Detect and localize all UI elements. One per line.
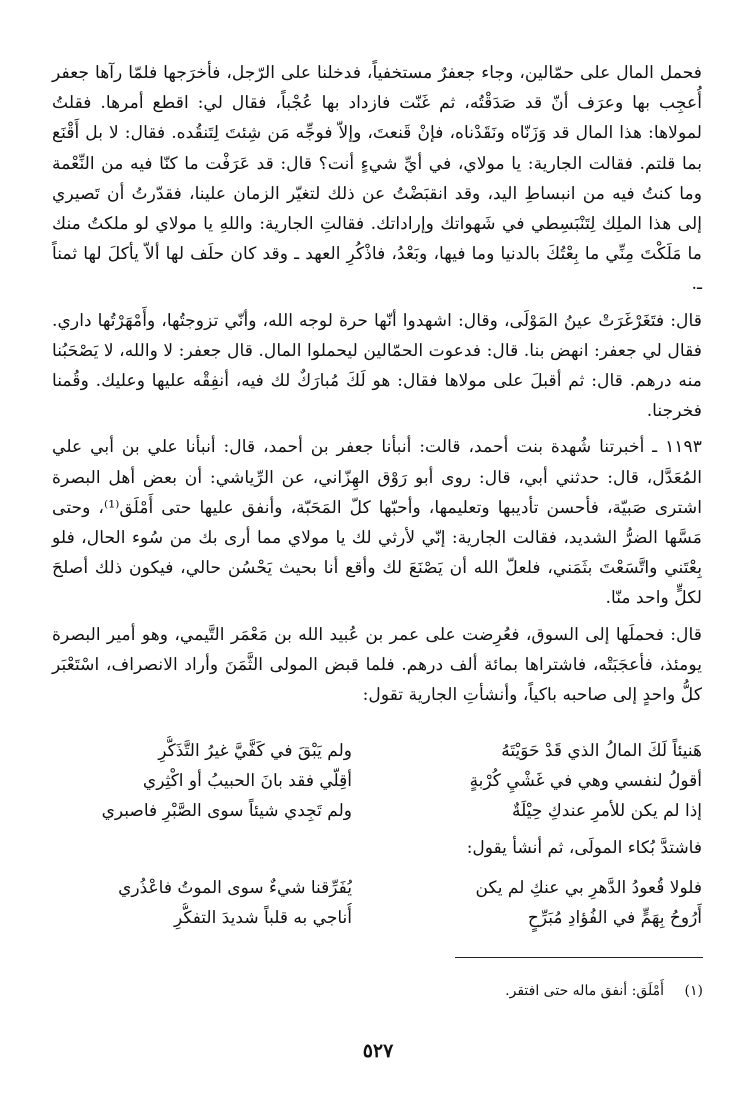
verse-second-hemistich: أُناجي به قلباً شديدَ التفكُّرِ xyxy=(173,908,352,928)
poem-2 xyxy=(52,873,702,933)
footnote-number: (١) xyxy=(684,983,703,999)
page-number: ٥٢٧ xyxy=(362,1040,394,1062)
verse-line xyxy=(52,873,702,903)
verse-line xyxy=(52,796,702,826)
verse-first-hemistich: هَنيئاً لَكَ المالُ الذي قَدْ حَوَيْتَهُ xyxy=(501,741,702,761)
verse-first-hemistich: أَرُوحُ بِهَمٍّ في الفُؤادِ مُبَرِّحٍ xyxy=(527,908,702,928)
footnote-text: أَمْلَق: أنفق ماله حتى افتقر. xyxy=(505,983,665,999)
paragraph-4: قال: فحملَها إلى السوق، فعُرِضت على عمر بن عُبيد الله بن مَعْمَر التَّيمي، وهو أمير البصرة يومئذ، فأعجَبَتْه، فاشتراها بمائة ألف درهم. فلما قبض المولى الثَّمَنَ وأراد الانصراف، اسْتَعْبَر كلُّ واحدٍ إلى صاحبه باكياً، وأنشأتِ الجارية تقول: xyxy=(52,624,702,706)
main-text xyxy=(52,58,702,716)
verse-second-hemistich: يُفَرِّقنا شيءٌ سوى الموتُ فاعْذُري xyxy=(118,878,352,898)
footnote xyxy=(420,980,703,1002)
verse-line xyxy=(52,903,702,933)
verse-second-hemistich: أقِلّي فقد بانَ الحبيبُ أو اكْثِري xyxy=(142,771,352,791)
verse-first-hemistich: أقولُ لنفسي وهي في غَشْيِ كُرْبةٍ xyxy=(469,771,702,791)
verse-second-hemistich: ولم تَجِدي شيئاً سوى الصَّبْرِ فاصبري xyxy=(101,801,352,821)
verse-first-hemistich: إذا لم يكن للأمرِ عندكِ حِيْلَةٌ xyxy=(512,801,702,821)
paragraph-1: فحمل المال على حمّالين، وجاء جعفرٌ مستخفياً، فدخلنا على الرّجل، فأخرَجها فلمّا رآها جعفر أُعجِب بها وعرَف أنّ قد صَدَقْتُه، ثم غَنّت فازداد بها عُجْباً، فقال لي: اقطع أمرها. فقلتُ لمولاها: هذا المال قد وَزَنّاه ونَقَدْناه، فإنْ قَنعتَ، وإلاّ فوجِّه مَن شِئتَ لِتَنقُده. فقال: لا بل أَقْنَع بما قلتم. فقالت الجارية: يا مولاي، في أيِّ شيءٍ أنت؟ قال: قد عَرَفْت ما كنّا فيه من النِّعْمة وما كنتُ فيه من انبساطِ اليد، وقد انقبَضْتُ عن ذلك لتغيّر الزمان علينا، فقدّرتُ أن تَصيري إلى هذا الملِك لِتَنْبَسِطي في شَهواتك وإراداتك. فقالتِ الجارية: واللهِ يا مولاي لو ملكتُ منك ما مَلَكْتَ مِنِّي ما بِعْتُكَ بالدنيا وما فيها، وبَعْدُ، فاذْكُرِ العهد ـ وقد كان حلَف لها ألاّ يأكلَ لها ثمناً ـ. xyxy=(52,63,702,295)
paragraph-3: ١١٩٣ ـ أخبرتنا شُهدة بنت أحمد، قالت: أنبأنا جعفر بن أحمد، قال: أنبأنا علي بن أبي علي المُعَدَّل، قال: حدثني أبي، قال: روى أبو رَوْق الهِزّاني، عن الرِّياشي: أن بعض أهل البصرة اشترى صَبيّة، فأحسن تأديبها وتعليمها، وأحبّها كلّ المَحَبّة، وأنفق عليها حتى أَمْلَق⁽¹⁾، وحتى مَسَّها الضرُّ الشديد، فقالت الجارية: إنّي لأرثي لك يا مولاي مما أرى بك من سُوء الحال، فلو بِعْتَني واتَّسَعْتَ بثَمَني، فلعلّ الله أن يَصْنَعَ لك وأقع أنا بحيث يَحْسُن حالي، فيكون ذلك أصلحَ لكلٍّ واحد منّا. xyxy=(52,437,702,609)
verse-line xyxy=(52,766,702,796)
verse-second-hemistich: ولم يَبْقَ في كَفَّيَّ غيرُ التَّذَكُّرِ xyxy=(158,741,352,761)
poem-1 xyxy=(52,736,702,826)
verse-first-hemistich: فلولا قُعودُ الدَّهرِ بي عنكِ لم يكن xyxy=(475,878,702,898)
narration-line: فاشتدَّ بُكاء المولَى، ثم أنشأ يقول: xyxy=(466,838,702,858)
footnote-divider xyxy=(455,957,703,958)
paragraph-2: قال: فتَغَرْغَرَتْ عينُ المَوْلَى، وقال: اشهدوا أنّها حرة لوجه الله، وأنّي تزوجتُها، وأَمْهَرْتُها داري. فقال لي جعفر: انهض بنا. قال: فدعوت الحمّالين ليحملوا المال. قال جعفر: لا والله، لا يَصْحَبُنا منه درهم. قال: ثم أقبلَ على مولاها فقال: هو لَكَ مُبارَكٌ لك فيه، أنفِقْه عليها وعليك. وقُمنا فخرجنا. xyxy=(52,310,702,422)
verse-line xyxy=(52,736,702,766)
